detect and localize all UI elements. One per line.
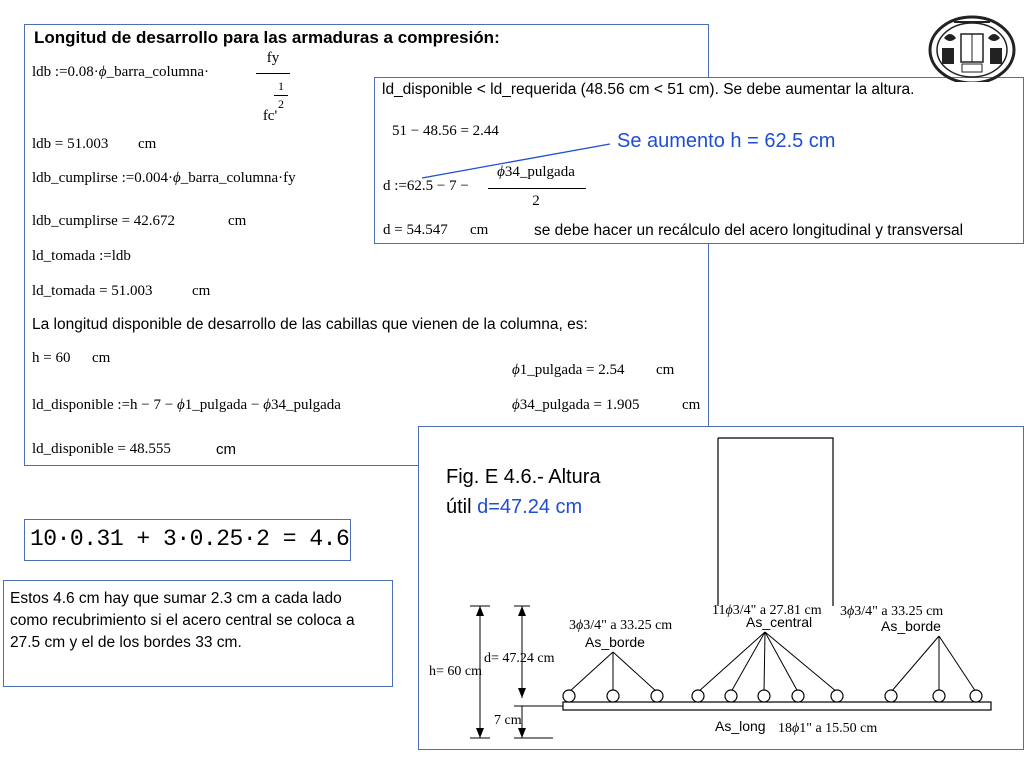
eq-ldb-result	[32, 136, 108, 153]
rebar-bar	[970, 690, 982, 702]
rebar-bar	[692, 690, 704, 702]
unit: cm	[216, 441, 236, 458]
unit: cm	[138, 136, 157, 152]
eq-text: 34_pulgada	[270, 397, 341, 413]
prime: '	[274, 108, 278, 124]
caption-text: útil	[446, 496, 478, 518]
exp-fraction-line	[274, 95, 288, 96]
frac-denominator: 2	[532, 193, 540, 209]
eq-text: ld_disponible :=h − 7 −	[32, 397, 177, 413]
label-count: 11	[712, 603, 726, 618]
label-count: 3	[840, 604, 847, 619]
phi-symbol: ϕ	[725, 603, 733, 618]
label-central-name: As_central	[746, 614, 813, 630]
label-count: 3	[569, 618, 576, 633]
rebar-circles	[563, 690, 982, 702]
dim-arrow	[518, 606, 526, 616]
phi-symbol: ϕ	[98, 64, 107, 80]
eq-ld-disponible-def	[32, 397, 341, 414]
rebar-bar	[792, 690, 804, 702]
label-right-name: As_borde	[881, 618, 941, 634]
label-d: d= 47.24 cm	[484, 651, 555, 666]
unit: cm	[656, 362, 675, 378]
rebar-bar	[563, 690, 575, 702]
frac-numerator	[486, 164, 586, 181]
fc-text: fc	[262, 108, 275, 124]
fraction-line	[488, 188, 586, 189]
eq-ld-tomada-def: ld_tomada :=ldb	[32, 248, 131, 264]
leader-lines-right	[891, 636, 976, 692]
phi-symbol: ϕ	[512, 362, 520, 378]
caption-d-value: d=47.24 cm	[477, 496, 583, 518]
callout-text: Se aumento h = 62.5 cm	[617, 130, 836, 152]
overlay-eq-d-result: d = 54.547	[383, 222, 448, 238]
phi-symbol: ϕ	[497, 164, 505, 180]
eq-phi1	[512, 362, 624, 379]
eq-text: 1_pulgada −	[184, 397, 264, 413]
label-h: h= 60 cm	[429, 664, 482, 679]
formula-text: 10·0.31 + 3·0.25·2 = 4.6	[30, 526, 350, 552]
label-long-name: As_long	[715, 718, 766, 734]
frac-numerator: fy	[266, 50, 280, 66]
label-7cm: 7 cm	[494, 713, 522, 728]
eq-text: _barra_columna·	[106, 64, 210, 80]
dim-arrow	[476, 728, 484, 738]
eq-text: d :=62.5 − 7 −	[383, 178, 469, 194]
unit: cm	[192, 283, 211, 299]
eq-ld-disponible-result: ld_disponible = 48.555	[32, 441, 171, 457]
eq-text: 34_pulgada	[504, 164, 575, 180]
label-spec: 3/4" a 33.25 cm	[854, 604, 944, 619]
eq-ldb-cumplirse-result: ldb_cumplirse = 42.672	[32, 213, 176, 229]
rebar-bar	[758, 690, 770, 702]
eq-text: ldb :=0.08·	[32, 64, 99, 80]
rebar-bar	[933, 690, 945, 702]
phi-symbol: ϕ	[847, 604, 855, 619]
unit: cm	[92, 350, 111, 366]
leader-lines-left	[569, 652, 657, 692]
exp-numerator: 1	[278, 79, 284, 93]
eq-ldb-cumplirse-def	[32, 170, 296, 187]
phi-symbol: ϕ	[576, 618, 584, 633]
label-left-name: As_borde	[585, 634, 645, 650]
eq-h: h = 60	[32, 350, 71, 366]
eq-ld-tomada-result: ld_tomada = 51.003	[32, 283, 153, 299]
eq-text: _barra_columna·fy	[180, 170, 296, 186]
fraction-line	[256, 73, 290, 74]
footing-bar-band	[563, 702, 991, 710]
eq-text: ldb_cumplirse :=0.004·	[32, 170, 173, 186]
label-long	[778, 721, 877, 737]
label-spec: 1" a 15.50 cm	[799, 721, 878, 736]
eq-text: ldb = 51.003	[32, 136, 109, 152]
phi-symbol: ϕ	[172, 170, 181, 186]
exp-denominator: 2	[278, 97, 284, 111]
rebar-bar	[725, 690, 737, 702]
overlay-line-2: 51 − 48.56 = 2.44	[392, 123, 499, 139]
rebar-bar	[831, 690, 843, 702]
eq-text: 1_pulgada = 2.54	[519, 362, 625, 378]
phi-symbol: ϕ	[176, 397, 185, 413]
dim-arrow	[518, 728, 526, 738]
overlay-line-1: ld_disponible < ld_requerida (48.56 cm < 51 cm). Se debe aumentar la altura.	[382, 81, 915, 98]
eq-ldb-definition	[32, 64, 209, 81]
unit: cm	[682, 397, 701, 413]
university-seal-logo	[924, 12, 1020, 82]
phi-symbol: ϕ	[512, 397, 520, 413]
rebar-bar	[651, 690, 663, 702]
dim-arrow	[476, 606, 484, 616]
label-count: 18	[778, 721, 792, 736]
rebar-bar	[607, 690, 619, 702]
section-title: Longitud de desarrollo para las armaduras a compresión:	[34, 28, 500, 47]
explanation-text: Estos 4.6 cm hay que sumar 2.3 cm a cada lado como recubrimiento si el acero central se coloca a 27.5 cm y el de los bordes 33 cm.	[10, 590, 355, 651]
label-left	[569, 618, 672, 634]
label-spec: 3/4" a 27.81 cm	[732, 603, 822, 618]
dim-arrow	[518, 688, 526, 698]
unit: cm	[228, 213, 247, 229]
phi-symbol: ϕ	[792, 721, 800, 736]
column-outline	[718, 438, 833, 606]
label-spec: 3/4" a 33.25 cm	[583, 618, 673, 633]
overlay-eq-d-def	[383, 178, 469, 195]
eq-phi34	[512, 397, 639, 414]
phi-symbol: ϕ	[263, 397, 271, 413]
explanation-sentence: La longitud disponible de desarrollo de las cabillas que vienen de la columna, es:	[32, 316, 588, 333]
eq-text: 34_pulgada = 1.905	[519, 397, 640, 413]
rebar-bar	[885, 690, 897, 702]
recalc-note: se debe hacer un recálculo del acero longitudinal y transversal	[534, 222, 964, 239]
caption-line-1: Fig. E 4.6.- Altura	[446, 466, 601, 488]
leader-lines-central	[698, 632, 837, 692]
footing-diagram	[418, 426, 1024, 750]
unit: cm	[470, 222, 489, 238]
